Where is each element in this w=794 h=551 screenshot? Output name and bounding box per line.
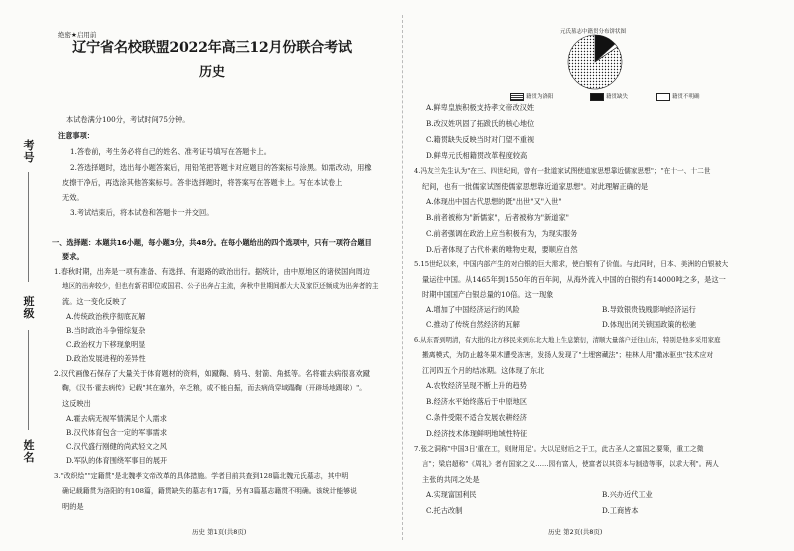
- question-5: 5.15世纪以来，中国内部产生的对白银的巨大需求，使白银有了价值。与此同时，日本、美洲的白银被大: [414, 260, 729, 268]
- option: B.导致银贵钱贱影响经济运行: [602, 305, 696, 314]
- legend-swatch-unclear: [656, 93, 670, 101]
- page-footer-left: 历史 第1页(共8页): [192, 528, 247, 536]
- option: A.实现富国利民: [426, 490, 477, 499]
- option: B.改汉姓巩固了拓跋氏的核心地位: [426, 119, 535, 128]
- binding-strip: [0, 0, 50, 551]
- question-3: 3."改织绘""定籍贯"是北魏孝文帝改革的具体措施。学者目前共查到128篇北魏元氏墓志，其中明: [54, 472, 349, 480]
- option: D.政治发展进程的差异性: [66, 354, 146, 363]
- pie-chart: [565, 32, 625, 92]
- legend-label: 籍贯为洛阳: [526, 94, 554, 100]
- secret-mark: 绝密★启用前: [58, 31, 97, 39]
- option: A.增加了中国经济运行的风险: [426, 305, 520, 314]
- notice-item: 无效。: [62, 193, 84, 202]
- intro-line: 本试卷满分100分，考试时间75分钟。: [66, 115, 190, 124]
- option: C.汉代盛行刚健的尚武轻文之风: [66, 442, 167, 451]
- option: B.前者被称为"新儒家"，后者被称为"新道家": [426, 213, 569, 222]
- question-6: 江河四五个月的结冰期。这体现了东北: [422, 366, 545, 375]
- exam-title: 辽宁省名校联盟2022年高三12月份联合考试: [72, 40, 352, 56]
- xingming-label: 姓名: [23, 439, 35, 464]
- option: A.体现出中国古代思想的既"出世"又"入世": [426, 197, 562, 206]
- notice-item: 2.答选择题时，选出每小题答案后，用铅笔把答题卡对应题目的答案标号涂黑。如需改动，用橡: [70, 163, 372, 172]
- option: B.汉代体育包含一定的军事需求: [66, 428, 168, 437]
- binding-line: [28, 330, 29, 430]
- question-1: 1.春秋时期，出奔是一项有准备、有选择、有退路的政治出行。据统计，由中原地区的诸侯国向周边: [54, 267, 370, 276]
- banji-label: 班级: [23, 295, 35, 320]
- option: C.籍贯缺失反映当时对门望不重视: [426, 135, 535, 144]
- question-5: 量运往中国。从1465年到1550年的百年间，从海外流入中国的白银约有14000吨之多，是这一: [422, 275, 726, 284]
- legend-item: [656, 92, 700, 101]
- legend-swatch-luoyang: [510, 93, 524, 101]
- question-3: 确记载籍贯为洛阳的有108篇，籍贯缺失的墓志有17篇，另有3篇墓志籍贯不明确。该统计能够说: [62, 487, 358, 495]
- option: D.经济技术体现鲜明地域性特征: [426, 429, 528, 438]
- legend-label: 籍贯缺失: [606, 94, 629, 100]
- notice-item: 1.答卷前，考生务必将自己的姓名、准考证号填写在答题卡上。: [70, 147, 271, 156]
- option: D.体现出闭关锁国政策的松驰: [602, 320, 697, 329]
- option: D.后者体现了古代朴素的唯物史观，要顺应自然: [426, 245, 578, 254]
- question-2: 2.汉代画像石保存了大量关于体育题材的资料，如蹴鞠、骑马、射箭、角抵等。名将霍去病很喜欢蹴: [54, 369, 370, 378]
- notice-item: 皮擦干净后，再选涂其他答案标号。答非选择题时，将答案写在答题卡上。写在本试卷上: [62, 178, 343, 187]
- question-1: 流。这一变化反映了: [62, 297, 127, 306]
- question-7: 7.张之洞称"中国3日'重在工，则财用足'。大以足财后之于工，此古圣人之富国之要策，重工之微: [414, 445, 704, 453]
- option: C.政治权力下移现象明显: [66, 340, 146, 349]
- question-7: 主张的共同之处是: [422, 475, 480, 484]
- option: C.条件受限不适合发展农耕经济: [426, 413, 527, 422]
- option: B.兴办近代工业: [602, 490, 653, 499]
- kaohao-label: 考号: [23, 139, 35, 164]
- question-2: 这反映出: [62, 399, 91, 408]
- section-heading: 一、选择题：本题共16小题，每小题3分，共48分。在每小题给出的四个选项中，只有一项符合题目: [52, 238, 372, 247]
- option: A.鲜卑皇族积极支持孝文帝改汉姓: [426, 103, 535, 112]
- option: D.军队的体育围绕军事目的展开: [66, 456, 168, 465]
- legend-item: [590, 92, 628, 101]
- exam-subject: 历史: [198, 65, 225, 80]
- option: D.鲜卑元氏相籍贯改革程度较高: [426, 151, 528, 160]
- notice-item: 3.考试结束后，将本试卷和答题卡一并交回。: [70, 208, 214, 217]
- section-heading: 要求。: [62, 252, 84, 261]
- option: A.农牧经济呈现不断上升的趋势: [426, 381, 527, 390]
- option: A.传统政治秩序彻底瓦解: [66, 312, 146, 321]
- question-3: 明的是: [62, 502, 84, 511]
- option: D.工商皆本: [602, 506, 639, 515]
- question-4: 4.冯友兰先生认为"在三、四世纪间，曾有一批道家试图使道家思想靠近儒家思想"；"在十一、十二世: [414, 167, 711, 175]
- legend-item: [510, 92, 554, 101]
- chart-title: 元氏墓志中籍贯分布饼状图: [560, 29, 627, 35]
- column-divider: [402, 15, 403, 540]
- option: C.推动了传统自然经济的瓦解: [426, 320, 520, 329]
- question-4: 纪间，也有一批儒家试图使儒家思想靠近道家思想"。对此理解正确的是: [422, 182, 649, 191]
- question-1: 地区的出奔较少，但也有新君即位或国君、公子出奔占主流，奔秋中世期间都大大及家臣还频成为出奔者的主: [62, 282, 379, 290]
- notice-title: 注意事项：: [58, 131, 94, 140]
- binding-line: [28, 172, 29, 282]
- question-5: 时期中国国产白银总量的10倍。这一现象: [422, 290, 554, 299]
- option: C.前者强调在政治上应当积极有为，为现实服务: [426, 229, 578, 238]
- page-footer-right: 历史 第2页(共8页): [548, 528, 603, 536]
- option: B.经济水平始终落后于中原地区: [426, 397, 528, 406]
- question-6: 6.从东晋到明清，有大批的北方移民来到东北大地上生息繁衍，清顺大量落户迁往山东，特别是他多采用家庭: [414, 336, 721, 344]
- question-7: 言"；梁启超称"《周礼》者有国家之义……园有富人，使富者以其资本与制造等事，以求大利"。两人: [422, 460, 719, 468]
- question-6: 搬离模式，为防止越冬果木遭受冻害，发扬人发现了"土埋窖藏法"；桂林人用"撒冰驱虫"技术应对: [422, 351, 714, 359]
- option: C.托古改制: [426, 506, 463, 515]
- option: B.当时政治斗争错综复杂: [66, 326, 146, 335]
- option: A.霍去病无视军情满足个人需求: [66, 414, 167, 423]
- legend-label: 籍贯不明确: [672, 94, 700, 100]
- legend-swatch-missing: [590, 93, 604, 101]
- question-2: 鞠，《汉书·霍去病传》记载"其在塞外，卒乏粮，或不能自振，而去病尚穿域蹋鞠（开辟场地踢球）"。: [62, 384, 367, 392]
